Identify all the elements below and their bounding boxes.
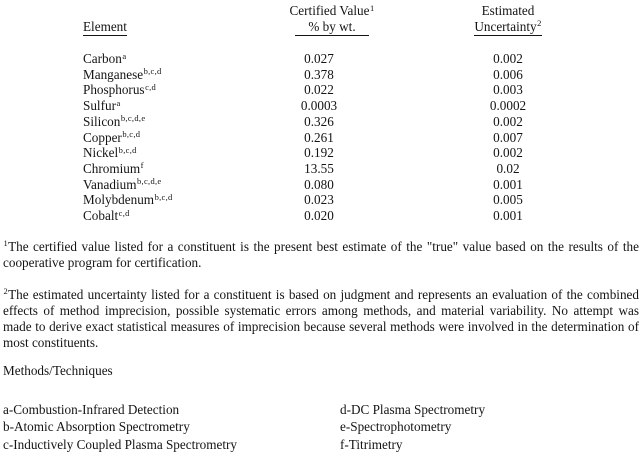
footnote-1-marker: 1 <box>3 238 9 249</box>
column-header-uncertainty: Uncertainty$^2$ <box>474 18 542 34</box>
header-spacer <box>83 3 233 19</box>
methods-column-left <box>3 401 340 454</box>
certified-value: 0.027 <box>304 51 334 66</box>
method-item-e: e-Spectrophotometry <box>340 419 452 435</box>
certified-value: 0.023 <box>304 192 334 208</box>
element-name: Molybdenum$^{b,c,d}$ <box>83 191 173 208</box>
element-name: Silicon$^{b,c,d,e}$ <box>83 113 146 129</box>
certified-value: 0.020 <box>304 208 334 224</box>
table-row <box>83 67 611 83</box>
column-header-percent-by-wt: % by wt. <box>295 19 368 36</box>
estimated-uncertainty: 0.006 <box>493 66 523 82</box>
certified-value: 0.080 <box>304 176 334 192</box>
table-row <box>83 177 611 193</box>
element-name: Carbon$^a$ <box>83 50 127 66</box>
method-item-b: b-Atomic Absorption Spectrometry <box>3 419 190 435</box>
estimated-uncertainty: 0.001 <box>493 208 523 224</box>
table-row <box>83 145 611 161</box>
certified-value: 0.0003 <box>300 98 338 114</box>
footnote-2-text: The estimated uncertainty listed for a constituent is based on judgment and represents an evaluation of the combined effects of method imprecision, possible systematic errors among methods, and material variability. No attempt was made to derive exact statistical measures of imprecision because several methods were involved in the determination of most constituents. <box>3 286 639 350</box>
estimated-uncertainty: 0.002 <box>493 51 523 66</box>
estimated-uncertainty: 0.002 <box>493 113 523 129</box>
method-superscript: b,c,d <box>154 191 173 202</box>
certified-values-table <box>83 3 611 224</box>
table-row <box>83 130 611 146</box>
column-header-estimated: Estimated <box>481 3 535 18</box>
method-item-a: a-Combustion-Infrared Detection <box>3 401 180 417</box>
certified-value: 0.378 <box>304 66 334 82</box>
method-superscript: a <box>116 97 121 108</box>
table-row <box>83 192 611 208</box>
method-superscript: b,c,d,e <box>136 176 162 187</box>
certified-value: 0.192 <box>304 145 334 161</box>
footnote-2 <box>3 287 639 351</box>
table-row <box>83 98 611 114</box>
element-name: Manganese$^{b,c,d}$ <box>83 66 162 82</box>
element-name: Cobalt$^{c,d}$ <box>83 207 130 224</box>
element-name: Phosphorus$^{c,d}$ <box>83 81 157 98</box>
element-name: Vanadium$^{b,c,d,e}$ <box>83 176 162 192</box>
method-superscript: c,d <box>145 81 157 92</box>
table-row <box>83 161 611 177</box>
estimated-uncertainty: 0.0002 <box>489 98 527 114</box>
estimated-uncertainty: 0.002 <box>493 145 523 161</box>
estimated-uncertainty: 0.001 <box>493 176 523 192</box>
table-row <box>83 82 611 98</box>
method-superscript: c,d <box>118 207 130 218</box>
method-superscript: b,c,d <box>122 129 141 140</box>
estimated-uncertainty: 0.007 <box>493 129 523 145</box>
footnote-ref-2: 2 <box>537 18 542 28</box>
column-header-element: Element <box>83 18 127 34</box>
footnote-1 <box>3 239 639 271</box>
method-item-d: d-DC Plasma Spectrometry <box>340 401 486 417</box>
method-superscript: f <box>140 160 144 171</box>
estimated-uncertainty: 0.003 <box>493 82 523 98</box>
method-superscript: a <box>122 50 127 61</box>
table-row <box>83 34 611 67</box>
method-superscript: b,c,d <box>118 144 137 155</box>
header-row-top <box>83 3 611 19</box>
element-name: Chromium$^f$ <box>83 160 144 176</box>
estimated-uncertainty: 0.005 <box>493 192 523 208</box>
header-row-bottom <box>83 19 611 35</box>
footnote-2-marker: 2 <box>3 286 9 297</box>
certified-value: 0.022 <box>304 82 334 98</box>
element-name: Copper$^{b,c,d}$ <box>83 129 141 145</box>
table-row <box>83 208 611 224</box>
table-row <box>83 114 611 130</box>
method-item-c: c-Inductively Coupled Plasma Spectrometry <box>3 436 238 452</box>
methods-heading: Methods/Techniques <box>3 362 113 378</box>
certified-value: 0.326 <box>304 113 334 129</box>
certified-value: 13.55 <box>304 160 334 176</box>
estimated-uncertainty: 0.02 <box>496 160 520 176</box>
element-name: Nickel$^{b,c,d}$ <box>83 144 137 161</box>
footnote-1-text: The certified value listed for a constituent is the present best estimate of the "true" value based on the results of the cooperative program for certification. <box>3 238 639 270</box>
methods-list <box>3 401 643 454</box>
method-superscript: b,c,d,e <box>120 113 146 124</box>
method-superscript: b,c,d <box>143 66 162 77</box>
methods-column-right <box>340 401 643 454</box>
method-item-f: f-Titrimetry <box>340 436 403 452</box>
footnote-ref-1: 1 <box>369 2 375 13</box>
element-name: Sulfur$^a$ <box>83 97 121 114</box>
certified-value: 0.261 <box>304 129 334 145</box>
column-header-certified-value: Certified Value$^1$ <box>289 2 375 18</box>
